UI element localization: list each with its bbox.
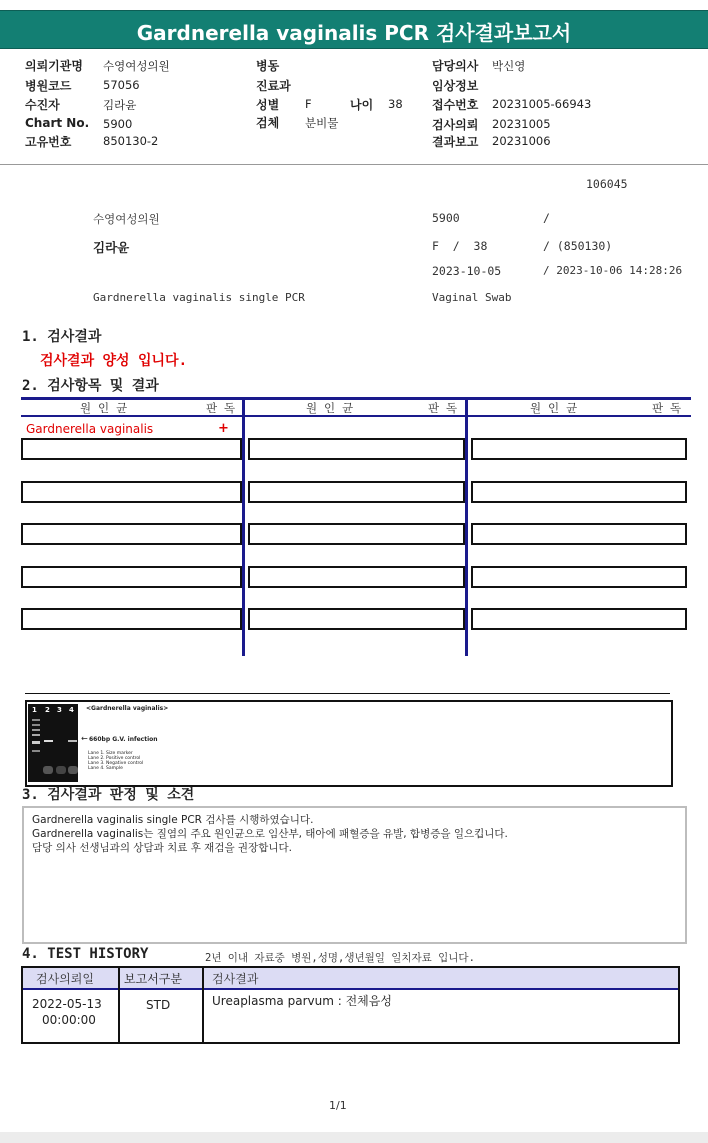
result-slot xyxy=(471,523,687,545)
chart-label: Chart No. xyxy=(25,116,90,130)
hospital-value: 수영여성의원 xyxy=(103,59,170,73)
primer-dimer xyxy=(43,766,53,774)
gel-electrophoresis-image xyxy=(28,704,78,782)
sample-band xyxy=(68,740,77,742)
result-slot xyxy=(471,566,687,588)
result-slot xyxy=(248,438,465,460)
primer-dimer xyxy=(56,766,66,774)
sex-value: F xyxy=(305,97,312,111)
history-table xyxy=(21,966,680,1044)
gel-legend-4: Lane 4. Sample xyxy=(88,766,123,771)
finding-line: 담당 의사 선생님과의 상담과 치료 후 재검을 권장합니다. xyxy=(32,842,292,854)
finding-line: Gardnerella vaginalis single PCR 검사를 시행하였습니다. xyxy=(32,814,314,826)
history-date: 2022-05-13 xyxy=(32,997,102,1011)
patient-label: 수진자 xyxy=(25,98,60,112)
gel-title: <Gardnerella vaginalis> xyxy=(86,705,169,712)
table-divider-2 xyxy=(465,397,468,656)
history-note: 2년 이내 자료중 병원,성명,생년월일 일치자료 입니다. xyxy=(205,952,475,964)
lane-number: 2 xyxy=(45,706,50,714)
finding-line: Gardnerella vaginalis는 질염의 주요 원인균으로 임산부, 태아에 패혈증을 유발, 합병증을 일으킵니다. xyxy=(32,828,508,840)
positive-band xyxy=(44,740,53,742)
gel-legend-2: Lane 2. Positive control xyxy=(88,756,141,761)
result-slot xyxy=(471,608,687,630)
summary-sex-age: F / 38 xyxy=(432,239,488,253)
report-label: 결과보고 xyxy=(432,135,479,149)
summary-hospital: 수영여성의원 xyxy=(93,212,160,226)
history-time: 00:00:00 xyxy=(42,1013,96,1027)
age-label: 나이 xyxy=(350,98,374,112)
ward-label: 병동 xyxy=(256,59,280,73)
col-cause-3: 원 인 균 xyxy=(530,401,578,415)
marker-band xyxy=(32,750,40,752)
unique-label: 고유번호 xyxy=(25,135,72,149)
result-slot xyxy=(248,523,465,545)
lane-number: 3 xyxy=(57,706,62,714)
hospital-label: 의뢰기관명 xyxy=(25,59,83,73)
chart-value: 5900 xyxy=(103,117,133,131)
gel-legend-3: Lane 3. Negative control xyxy=(88,761,144,766)
history-col-divider xyxy=(202,968,204,1042)
marker-band xyxy=(32,729,40,731)
result-slot xyxy=(248,481,465,503)
organism-name: Gardnerella vaginalis xyxy=(26,422,154,436)
history-header-type: 보고서구분 xyxy=(124,972,182,986)
request-value: 20231005 xyxy=(492,117,551,131)
col-cause-2: 원 인 균 xyxy=(306,401,354,415)
history-header-date: 검사의뢰일 xyxy=(36,972,94,986)
report-title: Gardnerella vaginalis PCR 검사결과보고서 xyxy=(136,21,572,45)
section3-heading: 3. 검사결과 판정 및 소견 xyxy=(22,787,195,803)
organism-result: + xyxy=(218,421,229,436)
section2-heading: 2. 검사항목 및 결과 xyxy=(22,378,159,394)
history-header-row xyxy=(23,968,678,990)
result-slot xyxy=(248,566,465,588)
dept-label: 진료과 xyxy=(256,79,291,93)
code-value: 57056 xyxy=(103,78,140,92)
history-col-divider xyxy=(118,968,120,1042)
footer-strip xyxy=(0,1132,708,1143)
result-slot xyxy=(21,566,242,588)
summary-chart: 5900 xyxy=(432,211,460,225)
summary-birth: / (850130) xyxy=(543,239,613,253)
summary-request-date: 2023-10-05 xyxy=(432,264,502,278)
page-number: 1/1 xyxy=(329,1099,347,1112)
table-divider-1 xyxy=(242,397,245,656)
summary-specimen: Vaginal Swab xyxy=(432,291,512,304)
section4-heading: 4. TEST HISTORY xyxy=(22,946,149,962)
history-type: STD xyxy=(146,998,171,1012)
summary-test-name: Gardnerella vaginalis single PCR xyxy=(93,291,305,304)
gel-panel xyxy=(25,700,673,787)
col-cause-1: 원 인 균 xyxy=(80,401,128,415)
doctor-label: 담당의사 xyxy=(432,59,479,73)
sex-label: 성별 xyxy=(256,98,280,112)
gel-panel-rule xyxy=(25,693,670,694)
marker-band xyxy=(32,724,40,726)
marker-band xyxy=(32,734,40,736)
result-summary: 검사결과 양성 입니다. xyxy=(40,353,188,369)
marker-band xyxy=(32,741,40,744)
receipt-label: 접수번호 xyxy=(432,98,479,112)
history-header-result: 검사결과 xyxy=(212,972,259,986)
result-slot xyxy=(21,523,242,545)
col-judge-1: 판 독 xyxy=(206,401,236,415)
specimen-label: 검체 xyxy=(256,116,280,130)
code-label: 병원코드 xyxy=(25,79,72,93)
unique-value: 850130-2 xyxy=(103,134,159,148)
receipt-value: 20231005-66943 xyxy=(492,97,592,111)
clinical-label: 임상정보 xyxy=(432,79,479,93)
gel-legend-1: Lane 1. Size marker xyxy=(88,751,133,756)
col-judge-3: 판 독 xyxy=(652,401,682,415)
primer-dimer xyxy=(68,766,78,774)
age-value: 38 xyxy=(388,97,403,111)
doctor-value: 박신영 xyxy=(492,59,526,73)
result-slot xyxy=(471,438,687,460)
findings-box xyxy=(22,806,687,944)
patient-value: 김라윤 xyxy=(103,98,137,112)
request-label: 검사의뢰 xyxy=(432,118,479,132)
specimen-value: 분비물 xyxy=(305,116,339,130)
result-slot xyxy=(21,481,242,503)
report-value: 20231006 xyxy=(492,134,551,148)
band-arrow-icon: ← xyxy=(81,734,88,743)
result-slot xyxy=(471,481,687,503)
band-label: 660bp G.V. infection xyxy=(89,736,158,743)
summary-patient: 김라윤 xyxy=(93,240,130,255)
summary-slash: / xyxy=(543,211,550,225)
col-judge-2: 판 독 xyxy=(428,401,458,415)
info-divider xyxy=(0,164,708,165)
lane-number: 4 xyxy=(69,706,74,714)
report-id: 106045 xyxy=(586,177,628,191)
summary-report-datetime: / 2023-10-06 14:28:26 xyxy=(543,264,683,277)
report-header xyxy=(0,10,708,49)
lane-number: 1 xyxy=(32,706,37,714)
result-slot xyxy=(21,438,242,460)
result-slot xyxy=(21,608,242,630)
result-slot xyxy=(248,608,465,630)
history-result: Ureaplasma parvum : 전체음성 xyxy=(212,994,392,1008)
section1-heading: 1. 검사결과 xyxy=(22,329,102,345)
marker-band xyxy=(32,719,40,721)
